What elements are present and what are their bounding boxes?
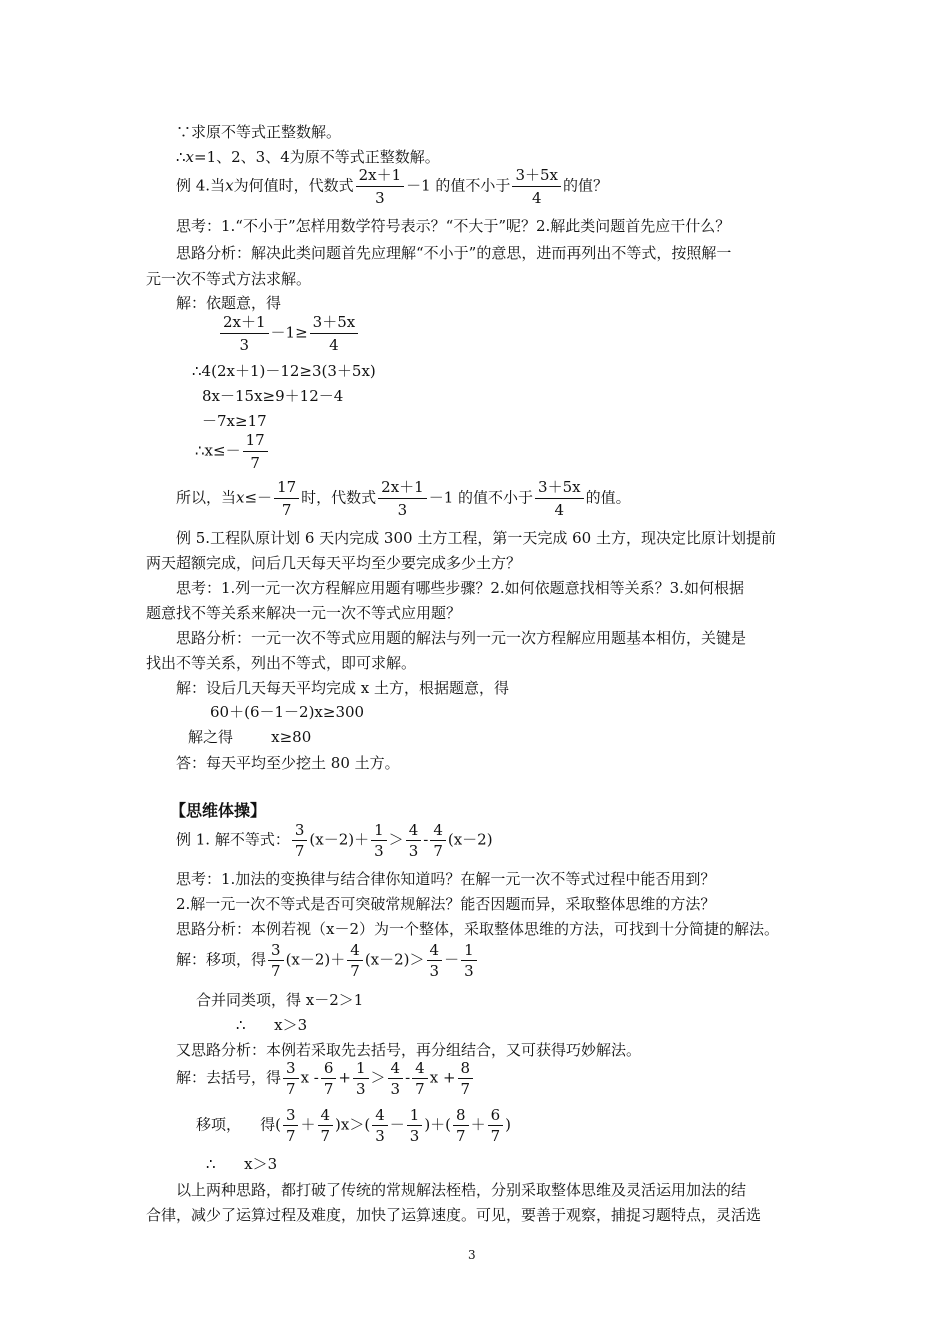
numerator: 3＋5x bbox=[535, 477, 584, 499]
text: (x－2)＋ bbox=[309, 830, 370, 849]
fraction bbox=[292, 821, 308, 860]
numerator: 2x＋1 bbox=[220, 312, 269, 334]
denominator: 4 bbox=[329, 336, 339, 354]
text: 两天超额完成，问后几天每天平均至少要完成多少土方？ bbox=[146, 554, 522, 572]
numerator: 17 bbox=[243, 430, 268, 452]
fraction bbox=[407, 1106, 423, 1145]
think-5-line1 bbox=[176, 578, 744, 598]
text: 移项， 得( bbox=[196, 1115, 281, 1134]
fraction bbox=[406, 821, 422, 860]
final-line2 bbox=[146, 1205, 761, 1225]
conclusion-4 bbox=[176, 477, 631, 520]
fraction bbox=[453, 1106, 469, 1145]
solution-2 bbox=[176, 1059, 475, 1098]
text: 解：移项，得 bbox=[176, 950, 267, 969]
text: 所以，当 bbox=[176, 488, 237, 507]
text: 以上两种思路，都打破了传统的常规解法桎梏，分别采取整体思维及灵活运用加法的结 bbox=[176, 1181, 747, 1199]
fraction bbox=[243, 430, 268, 473]
text: －7x≥17 bbox=[202, 412, 267, 430]
fraction bbox=[378, 477, 427, 520]
denominator: 7 bbox=[456, 1127, 466, 1145]
denominator: 7 bbox=[460, 1080, 471, 1098]
denominator: 7 bbox=[433, 842, 443, 860]
text: x - bbox=[300, 1068, 319, 1087]
numerator: 1 bbox=[371, 821, 387, 841]
numerator: 3 bbox=[292, 821, 308, 841]
think-5-line2 bbox=[146, 603, 461, 623]
therefore-2 bbox=[206, 1154, 277, 1174]
analysis-5-line2 bbox=[146, 653, 416, 673]
answer-5 bbox=[176, 753, 400, 773]
example-5-line1 bbox=[176, 528, 776, 548]
fraction bbox=[512, 165, 561, 208]
numerator: 4 bbox=[372, 1106, 388, 1126]
numerator: 4 bbox=[406, 821, 422, 841]
text: 为何值时，代数式 bbox=[233, 176, 354, 195]
step-3 bbox=[202, 411, 267, 431]
numerator: 4 bbox=[347, 941, 363, 961]
text: 8x－15x≥9＋12－4 bbox=[202, 387, 344, 405]
text: ∴ x＞3 bbox=[206, 1155, 278, 1173]
text: ∴ bbox=[176, 148, 186, 166]
text: )＋( bbox=[424, 1115, 452, 1134]
denominator: 4 bbox=[531, 189, 542, 207]
numerator: 3＋5x bbox=[512, 165, 561, 187]
text: 例 5.工程队原计划 6 天内完成 300 土方工程，第一天完成 60 土方，现决定比原计划提前 bbox=[176, 529, 776, 547]
fraction bbox=[430, 821, 446, 860]
numerator: 4 bbox=[412, 1059, 428, 1079]
text: －1 的值不小于 bbox=[406, 176, 511, 195]
text: 的值。 bbox=[585, 488, 631, 507]
fraction bbox=[353, 1059, 369, 1098]
text: 合并同类项，得 x－2＞1 bbox=[196, 991, 364, 1009]
numerator: 8 bbox=[458, 1059, 474, 1079]
numerator: 4 bbox=[318, 1106, 334, 1126]
denominator: 7 bbox=[250, 454, 260, 472]
text: ＋ bbox=[470, 1115, 486, 1134]
text: 题意找不等关系来解决一元一次不等式应用题？ bbox=[146, 604, 462, 622]
fraction bbox=[318, 1106, 334, 1145]
analysis-1 bbox=[176, 919, 779, 939]
text: - bbox=[405, 1068, 411, 1087]
denominator: 3 bbox=[464, 962, 474, 980]
text: =1、2、3、4为原不等式正整数解。 bbox=[194, 148, 440, 166]
denominator: 3 bbox=[355, 1080, 366, 1098]
fraction bbox=[356, 165, 405, 208]
section-heading bbox=[170, 801, 266, 821]
var-x: x bbox=[236, 488, 245, 507]
analysis-4-line1 bbox=[176, 243, 731, 263]
text: 思考：1.加法的变换律与结合律你知道吗？在解一元一次不等式过程中能否用到？ bbox=[176, 870, 716, 888]
denominator: 3 bbox=[408, 842, 419, 860]
text: － bbox=[444, 950, 460, 969]
denominator: 4 bbox=[554, 501, 565, 519]
denominator: 3 bbox=[374, 842, 384, 860]
text: - bbox=[423, 830, 429, 849]
numerator: 3 bbox=[283, 1059, 299, 1079]
text: 元一次不等式方法求解。 bbox=[146, 270, 312, 288]
text: 答：每天平均至少挖土 80 土方。 bbox=[176, 754, 400, 772]
text: －1≥ bbox=[270, 323, 308, 342]
denominator: 7 bbox=[285, 1127, 296, 1145]
denominator: 3 bbox=[409, 1127, 420, 1145]
step-1 bbox=[192, 361, 376, 381]
text: (x－2)＞ bbox=[364, 950, 425, 969]
fraction bbox=[283, 1106, 299, 1145]
fraction bbox=[220, 312, 269, 355]
denominator: 3 bbox=[429, 962, 440, 980]
equation-5 bbox=[210, 702, 364, 722]
solution-5-intro bbox=[176, 678, 509, 698]
text: 解：依题意，得 bbox=[176, 294, 282, 312]
numerator: 6 bbox=[321, 1059, 337, 1079]
text: 时，代数式 bbox=[301, 488, 377, 507]
text: 思路分析：一元一次不等式应用题的解法与列一元一次方程解应用题基本相仿，关键是 bbox=[176, 629, 747, 647]
text: ＞ bbox=[370, 1068, 386, 1087]
denominator: 7 bbox=[320, 1127, 331, 1145]
analysis-4-line2 bbox=[146, 269, 311, 289]
numerator: 8 bbox=[453, 1106, 469, 1126]
text: ∵求原不等式正整数解。 bbox=[176, 123, 342, 141]
text: 思考：1.列一元一次方程解应用题有哪些步骤？2.如何依题意找相等关系？3.如何根据 bbox=[176, 579, 744, 597]
fraction bbox=[412, 1059, 428, 1098]
think-1-line2 bbox=[176, 894, 715, 914]
alt-analysis bbox=[176, 1040, 641, 1060]
text: 60＋(6－1－2)x≥300 bbox=[210, 703, 365, 721]
denominator: 7 bbox=[350, 962, 360, 980]
text: ) bbox=[505, 1115, 512, 1134]
fraction bbox=[371, 821, 387, 860]
var-x: x bbox=[185, 148, 195, 166]
denominator: 7 bbox=[294, 842, 305, 860]
text: )x＞( bbox=[335, 1115, 371, 1134]
fraction bbox=[427, 941, 443, 980]
denominator: 7 bbox=[271, 962, 281, 980]
fraction bbox=[458, 1059, 474, 1098]
text: ∴4(2x＋1)－12≥3(3＋5x) bbox=[192, 362, 376, 380]
fraction bbox=[283, 1059, 299, 1098]
result-5 bbox=[188, 727, 311, 747]
numerator: 17 bbox=[274, 477, 299, 499]
step-2 bbox=[202, 386, 343, 406]
denominator: 3 bbox=[390, 1080, 401, 1098]
example-4-statement bbox=[176, 165, 608, 208]
numerator: 3 bbox=[268, 941, 284, 961]
fraction bbox=[388, 1059, 404, 1098]
solution-1 bbox=[176, 941, 479, 980]
example-5-line2 bbox=[146, 553, 521, 573]
numerator: 4 bbox=[427, 941, 443, 961]
denominator: 7 bbox=[490, 1127, 501, 1145]
text: 解：设后几天每天平均完成 x 土方，根据题意，得 bbox=[176, 679, 509, 697]
text: ＋ bbox=[300, 1115, 316, 1134]
text: 2.解一元一次不等式是否可突破常规解法？能否因题而异，采取整体思维的方法？ bbox=[176, 895, 716, 913]
solution-4-intro bbox=[176, 293, 281, 313]
inequality-4 bbox=[218, 312, 360, 355]
numerator: 4 bbox=[388, 1059, 404, 1079]
numerator: 6 bbox=[488, 1106, 504, 1126]
text: 又思路分析：本例若采取先去括号，再分组结合，又可获得巧妙解法。 bbox=[176, 1041, 642, 1059]
text: 的值？ bbox=[562, 176, 608, 195]
text: ＞ bbox=[388, 830, 404, 849]
combine-terms bbox=[196, 990, 363, 1010]
denominator: 7 bbox=[323, 1080, 334, 1098]
text: x + bbox=[429, 1068, 456, 1087]
text: 思考：1.“不小于”怎样用数学符号表示？“不大于”呢？2.解此类问题首先应干什么？ bbox=[176, 217, 731, 235]
text: 思路分析：解决此类问题首先应理解“不小于”的意思，进而再列出不等式，按照解一 bbox=[176, 244, 732, 262]
line-solutions bbox=[176, 147, 440, 167]
line-positive-integer bbox=[176, 122, 341, 142]
therefore-1 bbox=[236, 1015, 307, 1035]
fraction bbox=[461, 941, 477, 980]
fraction bbox=[372, 1106, 388, 1145]
numerator: 2x＋1 bbox=[356, 165, 405, 187]
text: + bbox=[338, 1068, 351, 1087]
text: ∴x≤－ bbox=[195, 441, 241, 460]
fraction bbox=[488, 1106, 504, 1145]
fraction bbox=[347, 941, 363, 980]
text: 【思维体操】 bbox=[170, 801, 267, 820]
text: － bbox=[389, 1115, 405, 1134]
text: 解：去括号，得 bbox=[176, 1068, 282, 1087]
denominator: 3 bbox=[375, 189, 385, 207]
numerator: 1 bbox=[353, 1059, 369, 1079]
fraction bbox=[268, 941, 284, 980]
denominator: 3 bbox=[397, 501, 408, 519]
text: (x－2) bbox=[447, 830, 493, 849]
denominator: 7 bbox=[415, 1080, 425, 1098]
denominator: 3 bbox=[375, 1127, 385, 1145]
text: 解之得 x≥80 bbox=[188, 728, 312, 746]
move-terms bbox=[196, 1106, 511, 1145]
example-1-statement bbox=[176, 821, 493, 860]
think-1-line1 bbox=[176, 869, 715, 889]
numerator: 4 bbox=[430, 821, 446, 841]
text: 例 4.当 bbox=[176, 176, 226, 195]
fraction bbox=[274, 477, 299, 520]
text: 找出不等关系，列出不等式，即可求解。 bbox=[146, 654, 417, 672]
fraction bbox=[310, 312, 359, 355]
final-line1 bbox=[176, 1180, 746, 1200]
text: (x－2)＋ bbox=[285, 950, 346, 969]
think-4 bbox=[176, 216, 730, 236]
var-x: x bbox=[225, 176, 234, 195]
text: 思路分析：本例若视（x－2）为一个整体，采取整体思维的方法，可找到十分简捷的解法。 bbox=[176, 920, 780, 938]
denominator: 7 bbox=[286, 1080, 296, 1098]
denominator: 7 bbox=[281, 501, 292, 519]
text: ∴ x＞3 bbox=[236, 1016, 308, 1034]
denominator: 3 bbox=[239, 336, 250, 354]
numerator: 3 bbox=[283, 1106, 299, 1126]
numerator: 2x＋1 bbox=[378, 477, 427, 499]
text: 合律，减少了运算过程及难度，加快了运算速度。可见，要善于观察，捕捉习题特点，灵活选 bbox=[146, 1206, 762, 1224]
numerator: 1 bbox=[461, 941, 477, 961]
text: ≤－ bbox=[244, 488, 273, 507]
text: －1 的值不小于 bbox=[428, 488, 534, 507]
numerator: 3＋5x bbox=[310, 312, 359, 334]
fraction bbox=[535, 477, 584, 520]
step-4 bbox=[195, 430, 270, 473]
fraction bbox=[321, 1059, 337, 1098]
numerator: 1 bbox=[407, 1106, 423, 1126]
analysis-5-line1 bbox=[176, 628, 746, 648]
page-number: 3 bbox=[468, 1248, 476, 1262]
text: 例 1. 解不等式： bbox=[176, 830, 290, 849]
